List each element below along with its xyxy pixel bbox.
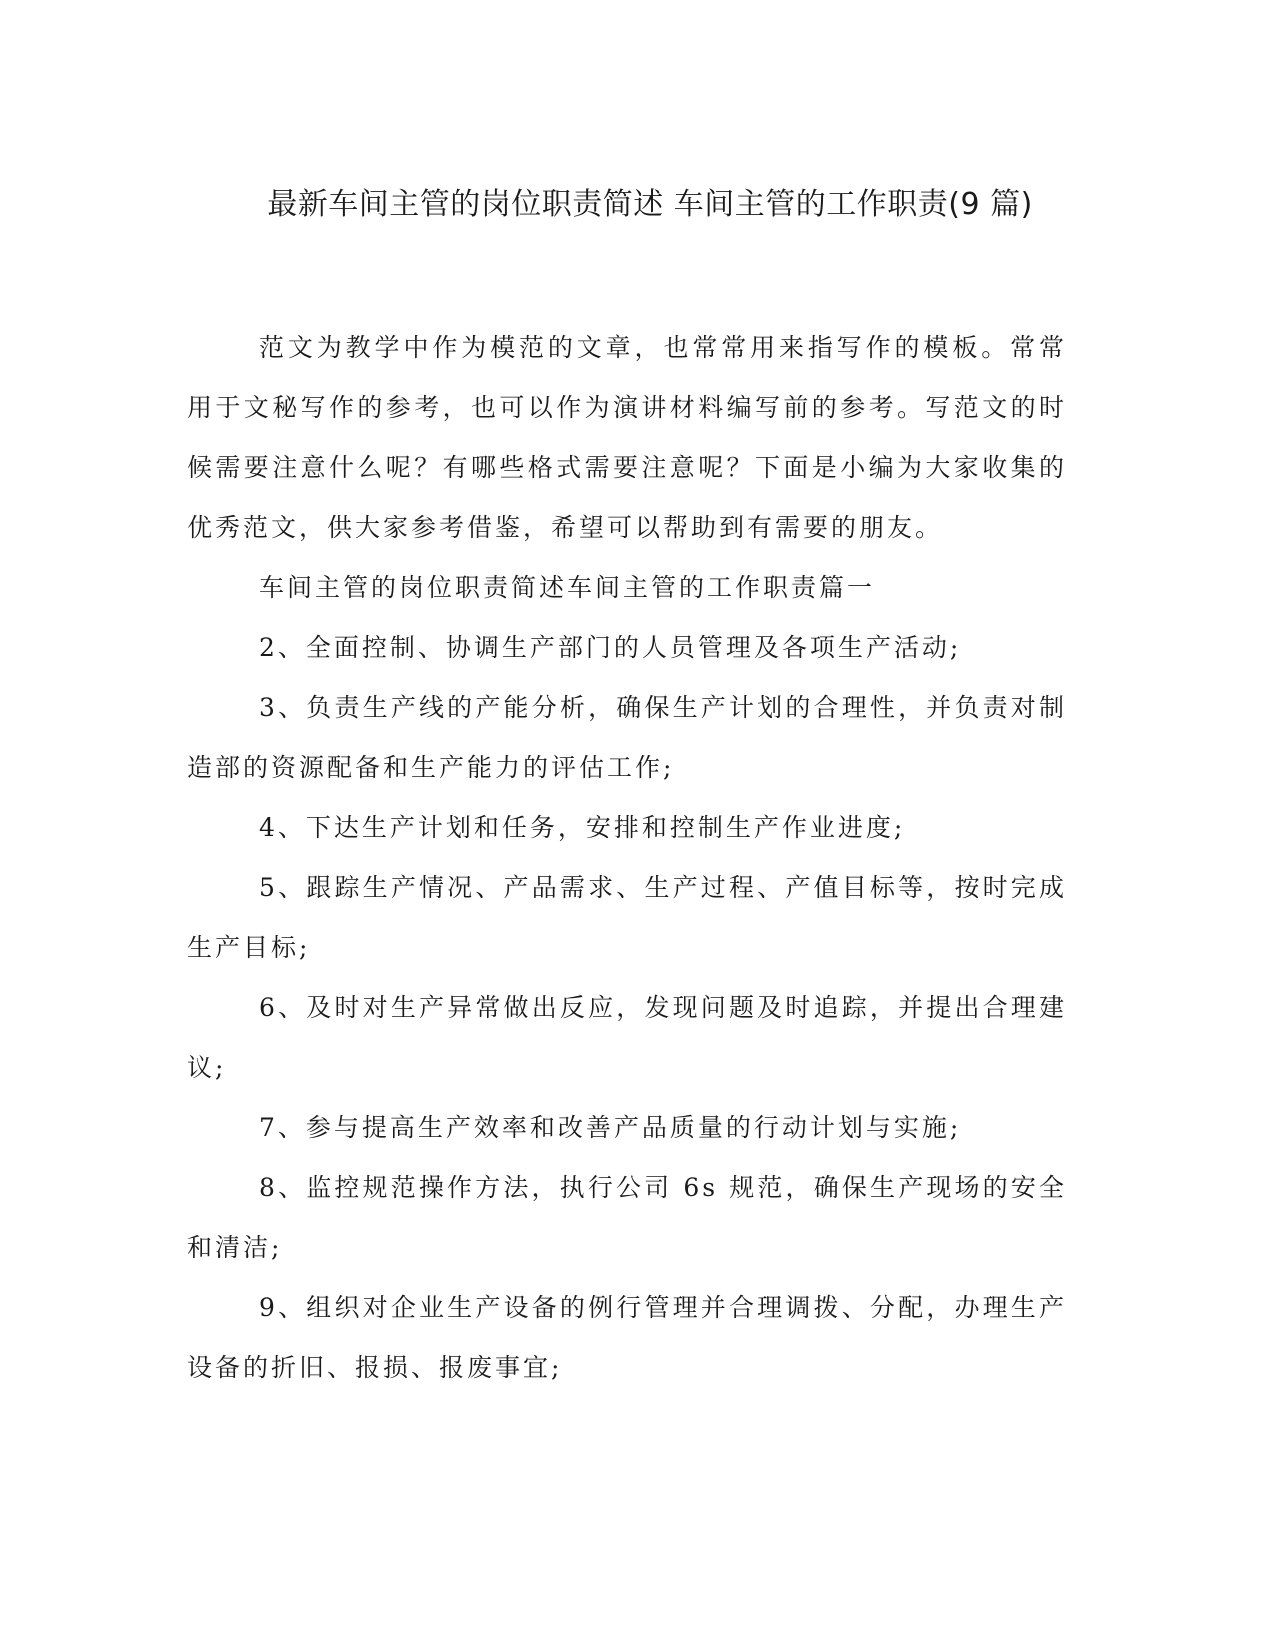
section-heading: 车间主管的岗位职责简述车间主管的工作职责篇一 [259,573,876,602]
list-item: 9、组织对企业生产设备的例行管理并合理调拨、分配，办理生产设备的折旧、报损、报废事宜; [187,1293,1067,1382]
list-item: 8、监控规范操作方法，执行公司 6s 规范，确保生产现场的安全和清洁; [187,1173,1067,1262]
document-body [187,318,1067,1398]
document-title: 最新车间主管的岗位职责简述 车间主管的工作职责(9 篇) [267,187,1033,222]
list-item: 2、全面控制、协调生产部门的人员管理及各项生产活动; [259,633,962,662]
intro-paragraph: 范文为教学中作为模范的文章，也常常用来指写作的模板。常常用于文秘写作的参考，也可以作为演讲材料编写前的参考。写范文的时候需要注意什么呢？有哪些格式需要注意呢？下面是小编为大家收集的优秀范文，供大家参考借鉴，希望可以帮助到有需要的朋友。 [187,333,1067,542]
list-item: 7、参与提高生产效率和改善产品质量的行动计划与实施; [259,1113,962,1142]
list-item: 3、负责生产线的产能分析，确保生产计划的合理性，并负责对制造部的资源配备和生产能力的评估工作; [187,693,1067,782]
list-item: 6、及时对生产异常做出反应，发现问题及时追踪，并提出合理建议; [187,993,1067,1082]
list-item: 5、跟踪生产情况、产品需求、生产过程、产值目标等，按时完成生产目标; [187,873,1067,962]
list-item: 4、下达生产计划和任务，安排和控制生产作业进度; [259,813,906,842]
